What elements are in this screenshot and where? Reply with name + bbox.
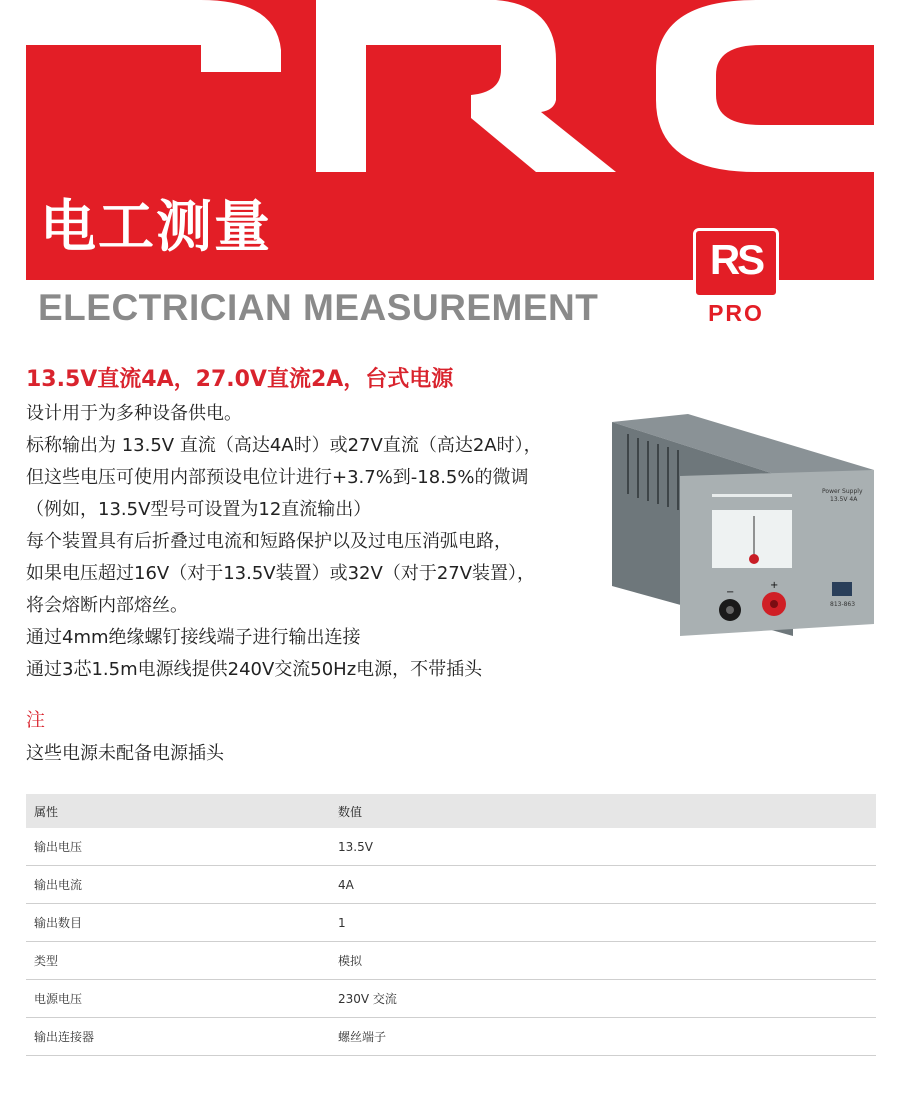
column-header-attribute: 属性 xyxy=(26,794,330,828)
table-header-row xyxy=(26,794,876,828)
table-row xyxy=(26,942,876,980)
svg-text:+: + xyxy=(770,580,779,591)
spec-value: 230V 交流 xyxy=(330,980,876,1018)
banner-title-en: ELECTRICIAN MEASUREMENT xyxy=(38,287,599,328)
power-supply-photo xyxy=(608,414,874,638)
spec-table xyxy=(26,794,876,1056)
note-heading: 注 xyxy=(26,709,46,731)
spec-attribute: 输出电压 xyxy=(26,828,330,866)
photo-label-code: 813-863 xyxy=(830,601,856,608)
description-line: 将会熔断内部熔丝。 xyxy=(26,595,188,616)
column-header-value: 数值 xyxy=(330,794,876,828)
description-line: 通过4mm绝缘螺钉接线端子进行输出连接 xyxy=(26,627,361,648)
table-row xyxy=(26,980,876,1018)
rs-logo-box xyxy=(693,228,779,298)
header-banner xyxy=(26,0,874,334)
spec-value: 13.5V xyxy=(330,828,876,866)
note-text: 这些电源未配备电源插头 xyxy=(26,743,224,764)
spec-attribute: 输出电流 xyxy=(26,866,330,904)
spec-value: 4A xyxy=(330,866,876,904)
table-row xyxy=(26,1018,876,1056)
description-line: 通过3芯1.5m电源线提供240V交流50Hz电源，不带插头 xyxy=(26,659,483,680)
description-line: 每个装置具有后折叠过电流和短路保护以及过电压消弧电路， xyxy=(26,531,512,552)
product-description xyxy=(26,398,616,686)
rs-pro-logo xyxy=(693,228,779,326)
svg-text:−: − xyxy=(726,587,735,598)
spec-attribute: 电源电压 xyxy=(26,980,330,1018)
spec-value: 1 xyxy=(330,904,876,942)
table-row xyxy=(26,866,876,904)
spec-attribute: 类型 xyxy=(26,942,330,980)
spec-value: 模拟 xyxy=(330,942,876,980)
description-line: （例如，13.5V型号可设置为12直流输出） xyxy=(26,499,372,520)
rs-logo-text: RS xyxy=(709,236,763,283)
description-line: 但这些电压可使用内部预设电位计进行+3.7%到-18.5%的微调 xyxy=(26,467,529,488)
table-row xyxy=(26,904,876,942)
spec-value: 螺丝端子 xyxy=(330,1018,876,1056)
description-line: 设计用于为多种设备供电。 xyxy=(26,403,242,424)
photo-label-mid: 13.5V 4A xyxy=(830,496,858,503)
spec-attribute: 输出连接器 xyxy=(26,1018,330,1056)
spec-attribute: 输出数目 xyxy=(26,904,330,942)
pro-logo-text: PRO xyxy=(708,300,764,326)
photo-label-top: Power Supply xyxy=(822,488,863,495)
description-line: 标称输出为 13.5V 直流（高达4A时）或27V直流（高达2A时）， xyxy=(26,435,542,456)
description-line: 如果电压超过16V（对于13.5V装置）或32V（对于27V装置）， xyxy=(26,563,536,584)
banner-title-cn: 电工测量 xyxy=(40,195,272,260)
table-row xyxy=(26,828,876,866)
product-title: 13.5V直流4A，27.0V直流2A，台式电源 xyxy=(26,367,454,392)
